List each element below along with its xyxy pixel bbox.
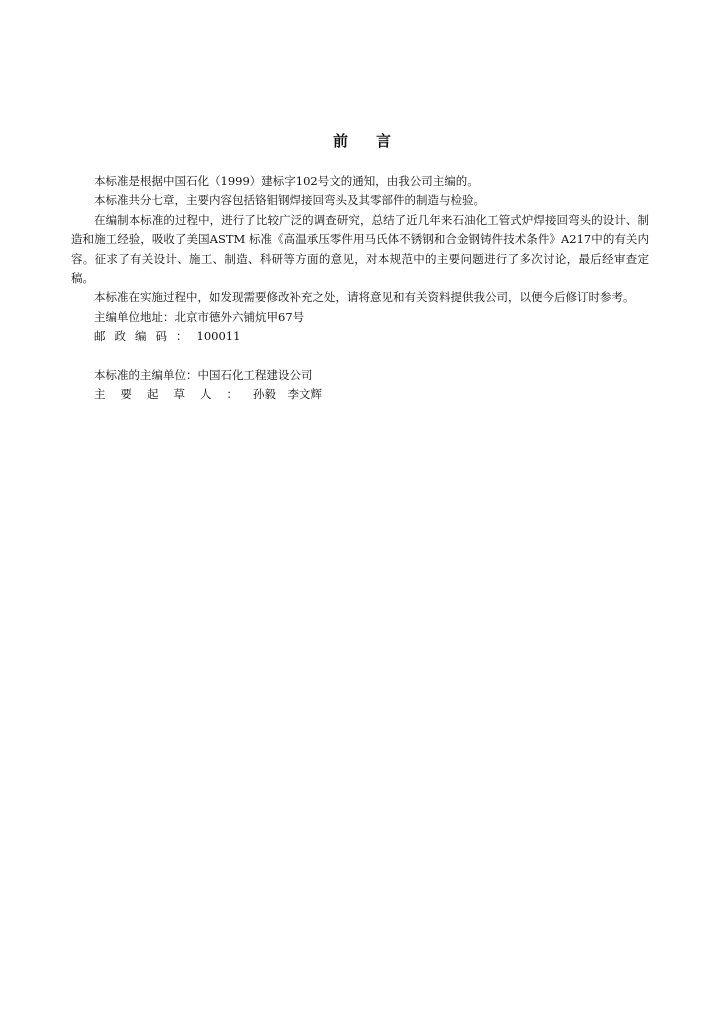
postcode-label: 邮政编码： — [94, 329, 197, 344]
page-title: 前言 — [332, 132, 419, 150]
address-value: 北京市德外六铺炕甲67号 — [174, 309, 305, 324]
paragraph-process: 在编制本标准的过程中，进行了比较广泛的调查研究，总结了近几年来石油化工管式炉焊接回弯头的设计、制造和施工经验，吸收了美国ASTM 标准《高温承压零件用马氏体不锈钢和合金钢铸件技术条件》A217中的有关内容。征求了有关设计、施工、制造、科研等方面的意见，对本规范中的主要问题进行了多次讨论，最后经审查定稿。 — [71, 212, 649, 286]
drafters-label: 主要起草人： — [94, 387, 253, 402]
postcode-value: 100011 — [196, 329, 241, 344]
drafters-line — [71, 385, 649, 404]
paragraph-feedback: 本标准在实施过程中，如发现需要修改补充之处，请将意见和有关资料提供我公司，以便今后修订时参考。 — [94, 290, 635, 305]
address-label: 主编单位地址： — [94, 309, 175, 324]
spacer — [71, 347, 649, 366]
foreword-body — [71, 172, 649, 404]
editor-unit-value: 中国石化工程建设公司 — [197, 367, 313, 382]
editor-unit-label: 本标准的主编单位： — [94, 367, 198, 382]
postcode-line — [71, 327, 649, 346]
paragraph-basis: 本标准是根据中国石化（1999）建标字102号文的通知，由我公司主编的。 — [94, 174, 479, 188]
address-line — [71, 308, 649, 327]
paragraph-scope: 本标准共分七章，主要内容包括铬钼钢焊接回弯头及其零部件的制造与检验。 — [94, 193, 485, 208]
editor-unit-line — [71, 366, 649, 385]
drafters-value: 孙毅 李文辉 — [253, 387, 322, 402]
